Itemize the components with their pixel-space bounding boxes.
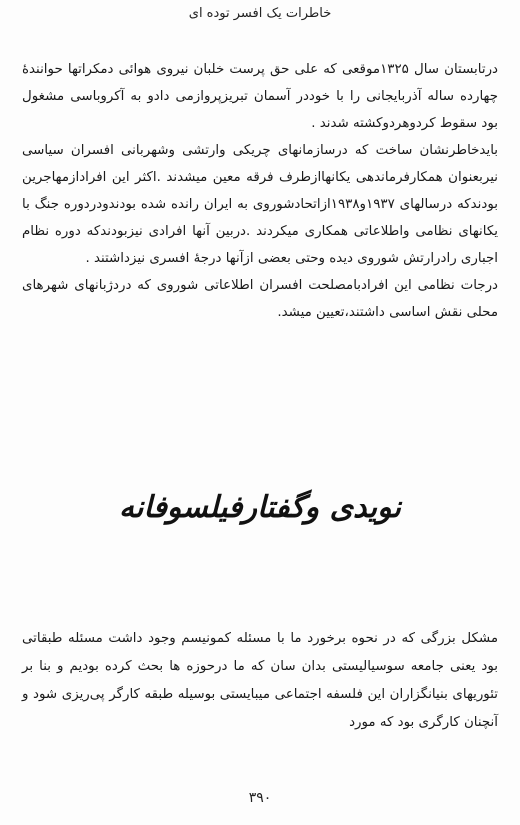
section-one-text: [22, 56, 498, 326]
paragraph: بایدخاطرنشان ساخت که درسازمانهای چریکی وارتشی وشهربانی افسران سیاسی نیربعنوان همکارفرماندهی یکانهاازطرف فرقه معین میشدند .اکثر این افرادازمهاجرین بودندکه درسالهای ۱۹۳۷و۱۹۳۸ازاتحادشوروی به ایران رانده شده بودندودردوره جنگ با یکانهای نظامی واطلاعاتی همکاری میکردند .دربین آنها افرادی نیزبودندکه دوره نظام اجباری رادرارتش شوروی دیده وحتی بعضی ازآنها درجهٔ افسری نیزداشتند .: [22, 143, 498, 266]
running-header: خاطرات یک افسر توده ای: [188, 6, 332, 21]
paragraph: درتابستان سال ۱۳۲۵موقعی که علی حق پرست خلبان نیروی هوائی دمکراتها حوانندهٔ چهارده ساله آذربایجانی را با خوددر آسمان تبریزپروازمی دادو به آکروباسی مشغول بود سقوط کردوهردوکشته شدند .: [22, 62, 498, 131]
paragraph: مشکل بزرگی که در نحوه برخورد ما با مسئله کمونیسم وجود داشت مسئله طبقاتی بود یعنی جامعه سوسیالیستی بدان سان که ما درحوزه ها بحث کرده بودیم و بنا بر تئوریهای بنیانگزاران این فلسفه اجتماعی میبایستی بوسیله طبقه کارگر پی‌ریزی شود و آنچنان کارگری بود که مورد: [22, 631, 498, 730]
paragraph: درجات نظامی این افرادبامصلحت افسران اطلاعاتی شوروی که دردژبانهای شهرهای محلی نقش اساسی داشتند،تعیین میشد.: [22, 278, 498, 320]
page-number: ۳۹۰: [248, 790, 272, 806]
section-two-text: [22, 625, 498, 737]
section-title-calligraphy: نویدی وگفتارفیلسوفانه: [119, 490, 401, 525]
